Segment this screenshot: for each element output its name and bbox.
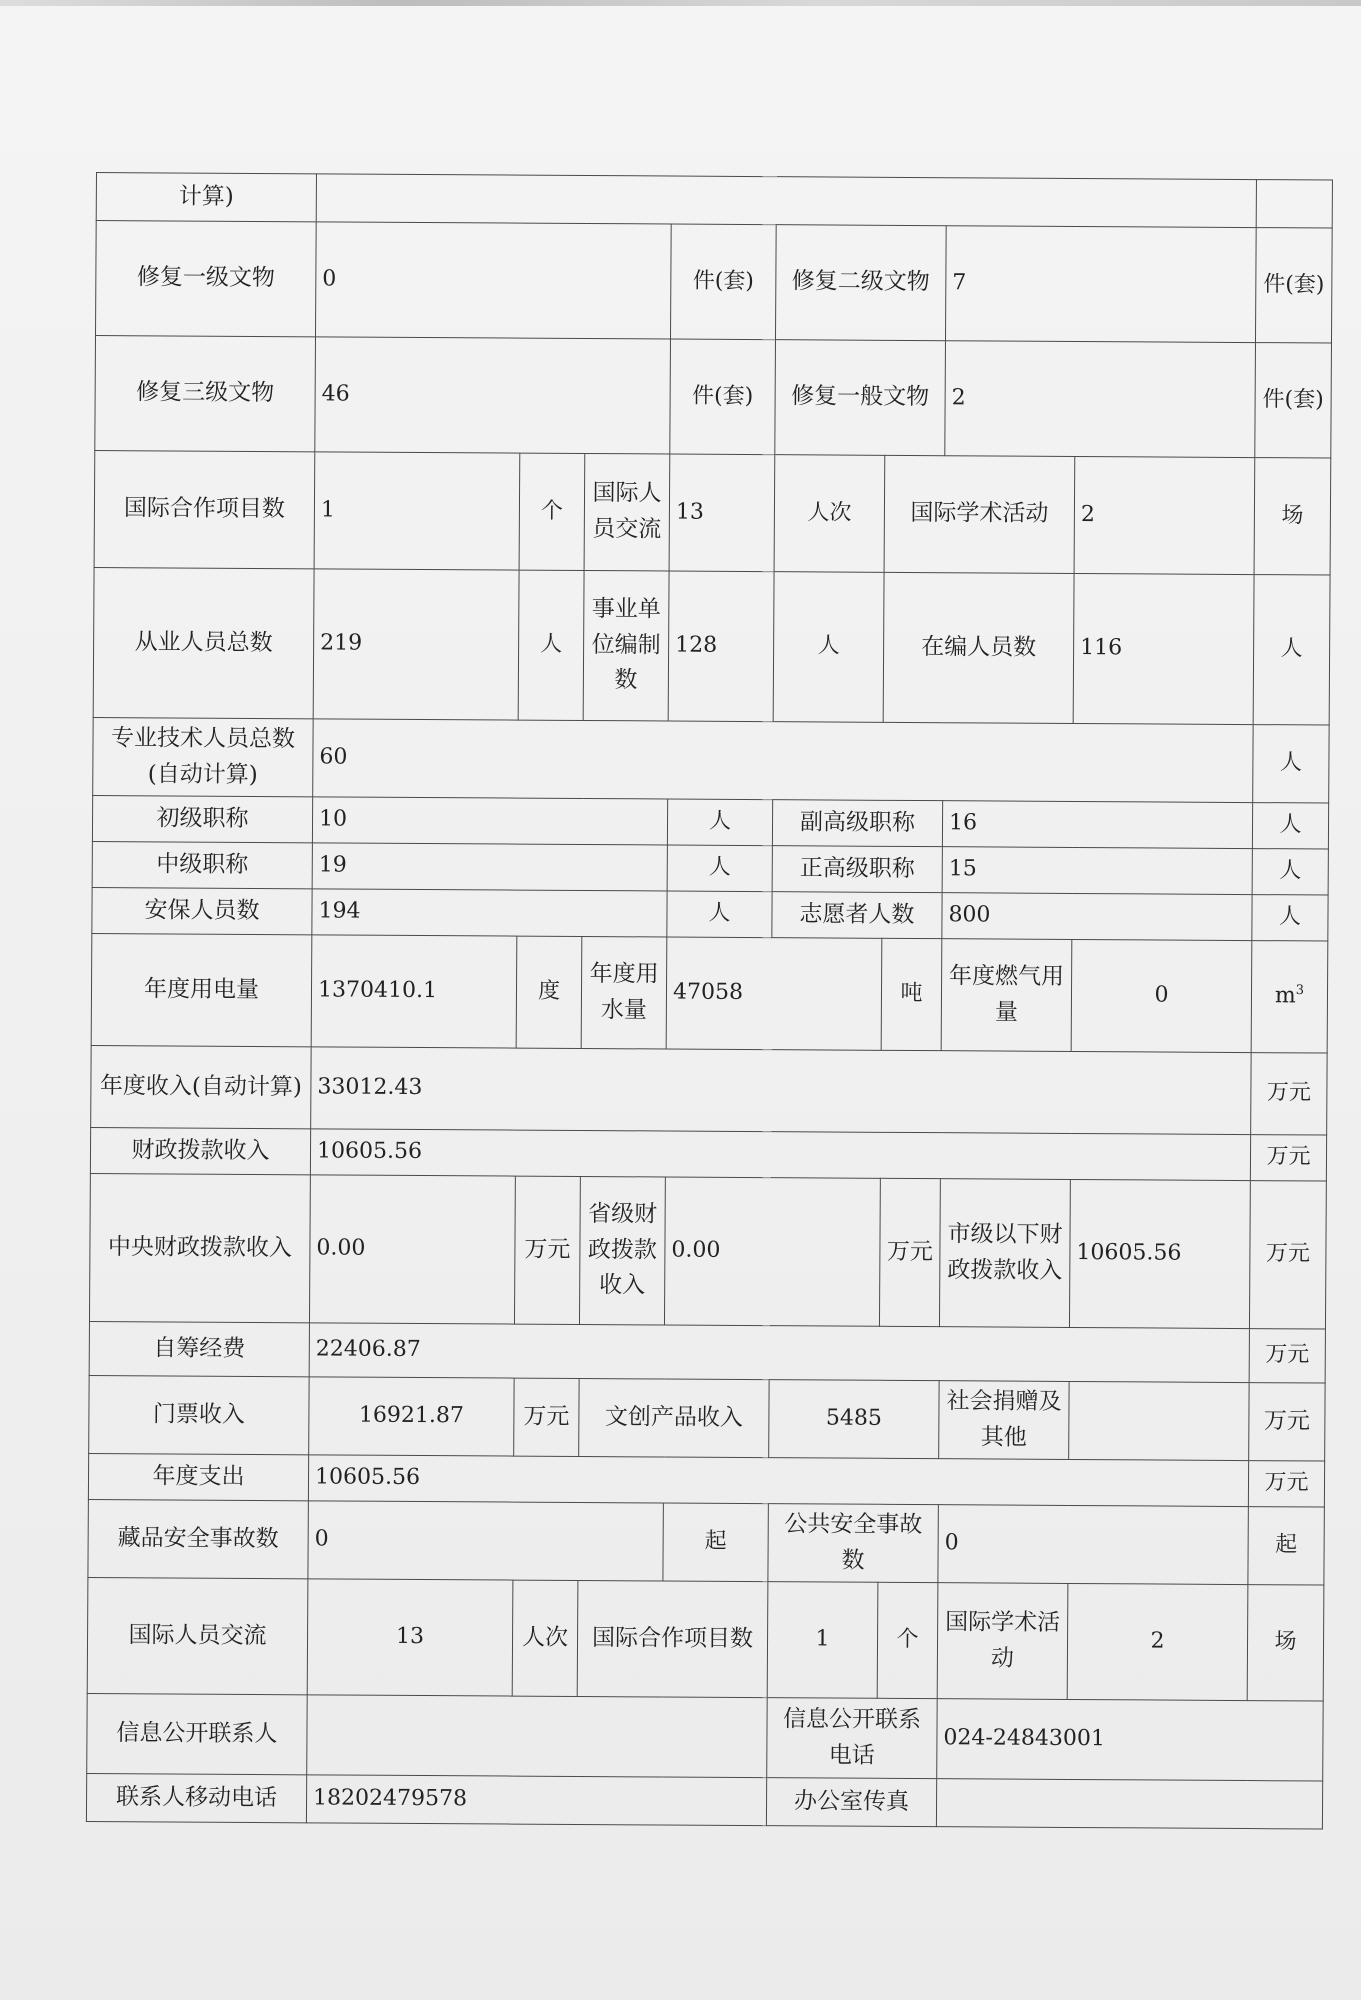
field-unit: 件(套) <box>670 339 776 455</box>
field-label: 安保人员数 <box>92 887 312 934</box>
field-value: 0 <box>315 222 671 339</box>
field-value <box>316 174 1256 228</box>
field-label: 修复二级文物 <box>775 225 946 341</box>
field-unit: 人 <box>518 570 584 720</box>
field-value: 33012.43 <box>311 1047 1251 1135</box>
field-unit: 件(套) <box>1255 343 1332 458</box>
unit-superscript: 3 <box>1295 983 1305 999</box>
field-label: 国际学术活动 <box>937 1583 1068 1700</box>
form-row <box>87 1693 1323 1781</box>
field-label: 信息公开联系电话 <box>767 1698 937 1779</box>
field-value: 800 <box>942 893 1252 941</box>
field-unit: 人 <box>1253 575 1330 725</box>
field-label: 国际人员交流 <box>87 1577 308 1694</box>
field-unit: 万元 <box>1249 1181 1326 1329</box>
field-unit: 万元 <box>1248 1461 1324 1507</box>
field-value: 22406.87 <box>309 1323 1249 1383</box>
form-row <box>93 567 1330 725</box>
field-label: 自筹经费 <box>89 1321 309 1376</box>
field-label: 国际合作项目数 <box>577 1580 768 1697</box>
field-value: 10605.56 <box>1069 1179 1250 1328</box>
field-label: 社会捐赠及其他 <box>939 1381 1069 1460</box>
field-value: 194 <box>312 889 667 937</box>
field-label: 联系人移动电话 <box>86 1773 306 1822</box>
field-label: 副高级职称 <box>772 800 942 847</box>
field-value: 1 <box>314 452 520 570</box>
field-unit: 人 <box>773 572 884 723</box>
form-row <box>88 1499 1324 1585</box>
field-value: 13 <box>307 1579 513 1696</box>
field-value: 0.00 <box>309 1175 515 1324</box>
form-row <box>91 1045 1327 1135</box>
field-unit <box>1256 180 1332 228</box>
field-value: 1370410.1 <box>311 935 517 1048</box>
field-unit: 人 <box>1253 725 1329 803</box>
field-unit: 个 <box>519 453 585 570</box>
form-row <box>87 1577 1324 1701</box>
field-unit: 万元 <box>1251 1053 1327 1135</box>
field-unit: 人 <box>667 891 772 938</box>
field-label: 省级财政拨款收入 <box>579 1176 665 1325</box>
field-label: 年度用电量 <box>91 933 312 1046</box>
field-value: 0 <box>938 1505 1248 1585</box>
field-value: 16921.87 <box>309 1377 514 1456</box>
field-value: 0 <box>1071 939 1252 1052</box>
form-row <box>89 1375 1325 1461</box>
field-label: 专业技术人员总数(自动计算) <box>93 717 313 796</box>
field-label: 国际人员交流 <box>584 453 670 571</box>
field-label: 事业单位编制数 <box>583 570 669 721</box>
field-unit: 吨 <box>881 938 942 1050</box>
field-label: 志愿者人数 <box>772 892 942 939</box>
form-row <box>89 1321 1325 1383</box>
field-label: 中央财政拨款收入 <box>89 1173 310 1322</box>
field-value: 219 <box>313 569 519 720</box>
field-value <box>1069 1381 1249 1460</box>
field-label: 中级职称 <box>92 841 312 888</box>
field-value: 16 <box>942 801 1252 849</box>
field-value: 024-24843001 <box>937 1699 1323 1781</box>
field-unit: 人 <box>1252 803 1328 849</box>
field-value: 15 <box>942 847 1252 895</box>
field-label: 年度燃气用量 <box>941 939 1072 1052</box>
field-unit: 人 <box>667 799 772 846</box>
field-label: 国际学术活动 <box>884 455 1075 573</box>
field-unit: 个 <box>877 1582 938 1698</box>
field-value: 116 <box>1073 573 1254 724</box>
field-value: 19 <box>312 843 667 891</box>
field-label: 藏品安全事故数 <box>88 1499 308 1578</box>
field-value <box>307 1695 767 1778</box>
field-unit: 起 <box>1248 1507 1324 1585</box>
form-row <box>94 450 1331 575</box>
field-value: 1 <box>767 1582 878 1699</box>
field-unit: 万元 <box>879 1178 940 1326</box>
field-label: 修复一般文物 <box>775 340 946 456</box>
field-value: 46 <box>315 337 671 454</box>
field-label: 从业人员总数 <box>93 567 314 718</box>
field-unit <box>1251 941 1328 1053</box>
form-row <box>92 841 1328 895</box>
field-label: 计算) <box>96 173 316 222</box>
field-value: 128 <box>668 571 774 722</box>
form-row <box>91 933 1328 1053</box>
field-label: 国际合作项目数 <box>94 450 315 568</box>
form-row <box>92 887 1328 941</box>
field-label: 信息公开联系人 <box>87 1693 307 1774</box>
field-value: 0.00 <box>664 1177 880 1326</box>
field-label: 修复三级文物 <box>95 336 316 452</box>
field-label: 公共安全事故数 <box>768 1504 938 1583</box>
form-row <box>92 795 1328 849</box>
field-unit: 万元 <box>1249 1383 1325 1461</box>
form-row <box>90 1127 1326 1181</box>
field-label: 年度支出 <box>88 1453 308 1500</box>
field-unit: 人 <box>1252 849 1328 895</box>
form-row <box>88 1453 1324 1507</box>
field-unit: 万元 <box>1249 1329 1325 1383</box>
field-label: 年度收入(自动计算) <box>91 1045 311 1128</box>
form-row <box>93 717 1329 803</box>
field-unit: 人 <box>1252 895 1328 941</box>
field-value: 10 <box>312 797 667 845</box>
form-row <box>95 336 1332 459</box>
field-unit: 件(套) <box>1255 228 1332 343</box>
field-value: 0 <box>308 1501 663 1581</box>
field-unit: 万元 <box>514 1378 579 1456</box>
field-value <box>936 1779 1322 1829</box>
field-label: 在编人员数 <box>883 572 1074 723</box>
field-value: 10605.56 <box>308 1455 1248 1507</box>
field-unit: 度 <box>516 936 582 1048</box>
field-value: 2 <box>945 341 1256 458</box>
field-label: 文创产品收入 <box>579 1378 769 1457</box>
field-value: 2 <box>1067 1583 1248 1700</box>
field-label: 办公室传真 <box>766 1778 936 1827</box>
form-row <box>96 221 1333 344</box>
field-unit: 万元 <box>1250 1135 1326 1181</box>
field-label: 正高级职称 <box>772 846 942 893</box>
field-value: 2 <box>1074 456 1255 574</box>
field-label: 初级职称 <box>92 795 312 842</box>
field-value: 13 <box>669 454 775 572</box>
field-label: 门票收入 <box>89 1375 309 1454</box>
field-value: 60 <box>313 719 1253 803</box>
field-unit: 场 <box>1254 458 1331 575</box>
field-value: 5485 <box>769 1380 939 1459</box>
field-unit: 人次 <box>774 455 885 573</box>
field-value: 7 <box>945 226 1256 343</box>
field-unit: 场 <box>1247 1585 1324 1701</box>
form-row <box>96 173 1332 229</box>
form-row <box>86 1773 1322 1829</box>
field-label: 年度用水量 <box>581 936 667 1049</box>
field-label: 市级以下财政拨款收入 <box>939 1179 1070 1328</box>
field-unit: 人 <box>667 845 772 892</box>
field-label: 财政拨款收入 <box>90 1127 310 1174</box>
field-unit: 人次 <box>512 1580 578 1696</box>
field-value: 47058 <box>666 937 882 1050</box>
page-top-edge <box>0 0 1361 6</box>
form-row <box>89 1173 1326 1329</box>
unit-text: m <box>1274 983 1296 1009</box>
field-value: 18202479578 <box>306 1775 766 1826</box>
field-unit: 万元 <box>514 1176 580 1324</box>
field-value: 10605.56 <box>310 1129 1250 1181</box>
field-unit: 起 <box>663 1503 768 1582</box>
museum-statistics-form <box>86 172 1333 1830</box>
field-unit: 件(套) <box>670 224 776 340</box>
field-label: 修复一级文物 <box>96 221 317 337</box>
